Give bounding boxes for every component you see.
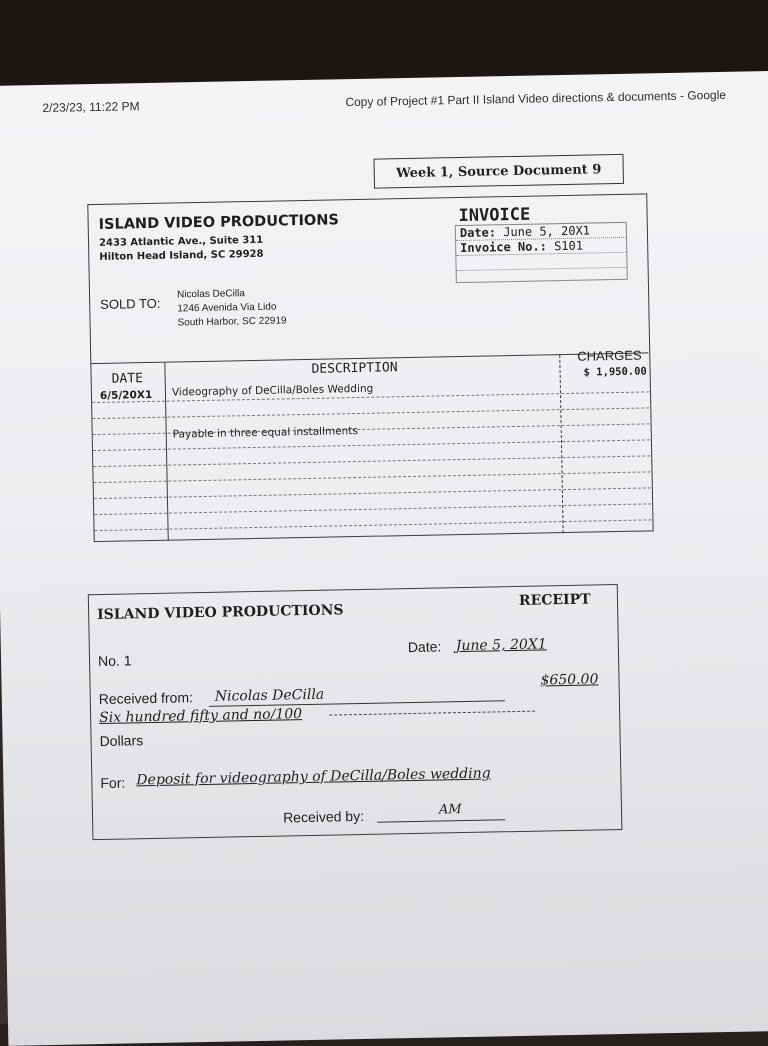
column-header-charges: CHARGES bbox=[577, 347, 642, 364]
invoice-number-label: Invoice No.: bbox=[460, 239, 548, 256]
received-by-underline bbox=[377, 819, 505, 822]
invoice-date-label: Date: bbox=[459, 225, 497, 241]
invoice-line-items-table bbox=[91, 347, 651, 542]
receipt-amount: $650.00 bbox=[540, 671, 599, 689]
printed-page bbox=[0, 71, 768, 1046]
amount-words-dash-line bbox=[329, 711, 535, 716]
receipt-for-label: For: bbox=[100, 774, 126, 792]
invoice-form bbox=[87, 193, 653, 542]
table-row-line bbox=[94, 471, 651, 483]
sold-to-city: South Harbor, SC 22919 bbox=[177, 315, 287, 329]
table-row-line bbox=[94, 487, 651, 499]
received-from-value: Nicolas DeCilla bbox=[214, 686, 325, 705]
table-row-line bbox=[95, 519, 652, 531]
print-date: 2/23/23, 11:22 PM bbox=[42, 99, 140, 115]
invoice-address-line2: Hilton Head Island, SC 29928 bbox=[99, 248, 264, 263]
received-by-initials: AM bbox=[438, 802, 462, 818]
line-item-charge: $ 1,950.00 bbox=[583, 365, 647, 379]
invoice-heading: INVOICE bbox=[458, 204, 531, 227]
column-header-date: DATE bbox=[111, 371, 144, 387]
receipt-form bbox=[88, 584, 623, 840]
column-divider bbox=[164, 363, 168, 541]
line-item-date: 6/5/20X1 bbox=[99, 388, 153, 402]
table-row-line bbox=[94, 503, 651, 515]
invoice-meta-blank-row bbox=[456, 253, 626, 271]
table-row-line bbox=[93, 439, 650, 451]
receipt-heading: RECEIPT bbox=[518, 591, 591, 609]
receipt-date-value: June 5, 20X1 bbox=[455, 636, 547, 655]
amount-in-words: Six hundred fifty and no/100 bbox=[98, 706, 303, 727]
invoice-payment-note: Payable in three equal installments bbox=[172, 425, 358, 441]
sold-to-name: Nicolas DeCilla bbox=[176, 288, 245, 301]
receipt-date-label: Date: bbox=[407, 638, 442, 656]
print-document-title: Copy of Project #1 Part II Island Video directions & documents - Google bbox=[345, 87, 727, 110]
sold-to-label: SOLD TO: bbox=[100, 295, 161, 312]
table-row-line bbox=[93, 455, 650, 467]
column-divider bbox=[559, 355, 563, 533]
invoice-address-line1: 2433 Atlantic Ave., Suite 311 bbox=[98, 234, 264, 249]
dollars-label: Dollars bbox=[99, 732, 144, 750]
invoice-number-value: S101 bbox=[553, 238, 584, 254]
invoice-company-name: ISLAND VIDEO PRODUCTIONS bbox=[98, 212, 340, 233]
column-header-description: DESCRIPTION bbox=[311, 360, 398, 377]
received-by-label: Received by: bbox=[282, 807, 365, 826]
line-item-description: Videography of DeCilla/Boles Wedding bbox=[171, 382, 374, 399]
receipt-company-name: ISLAND VIDEO PRODUCTIONS bbox=[97, 602, 344, 624]
receipt-number: No. 1 bbox=[97, 652, 132, 670]
invoice-date-value: June 5, 20X1 bbox=[503, 223, 591, 240]
sold-to-street: 1246 Avenida Via Lido bbox=[177, 301, 277, 315]
source-document-label: Week 1, Source Document 9 bbox=[373, 154, 624, 189]
received-from-label: Received from: bbox=[98, 689, 194, 708]
invoice-meta-box bbox=[455, 222, 628, 283]
table-row-line bbox=[92, 407, 649, 419]
receipt-for-value: Deposit for videography of DeCilla/Boles wedding bbox=[136, 765, 491, 789]
